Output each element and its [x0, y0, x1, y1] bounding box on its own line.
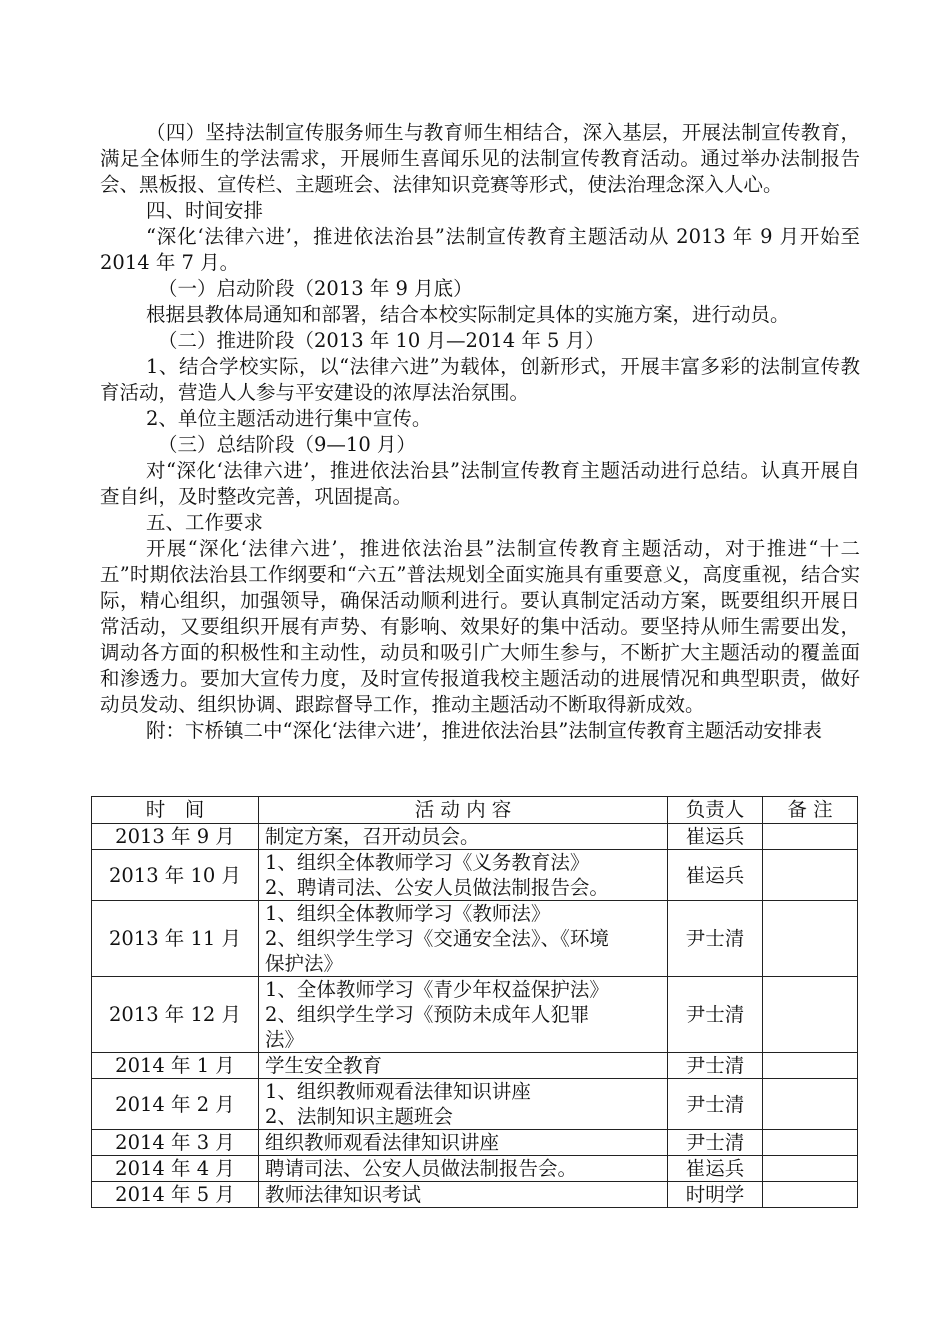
cell-note [763, 1079, 858, 1130]
cell-activity [259, 1156, 668, 1182]
activity-line: 2、聘请司法、公安人员做法制报告会。 [265, 876, 609, 899]
heading-work-requirements: 五、工作要求 [146, 511, 264, 534]
cell-note [763, 1053, 858, 1079]
table-header-row [92, 797, 858, 824]
paragraph-stage-1: 根据县教体局通知和部署，结合本校实际制定具体的实施方案，进行动员。 [146, 303, 790, 326]
cell-time: 2013 年 9 月 [92, 824, 259, 850]
cell-note [763, 824, 858, 850]
paragraph-stage-2-item-2: 2、单位主题活动进行集中宣传。 [146, 407, 432, 430]
activity-line: 1、组织教师观看法律知识讲座 [265, 1080, 531, 1103]
cell-responsible: 崔运兵 [668, 850, 763, 901]
activity-line: 保护法》 [265, 952, 344, 975]
table-row [92, 1053, 858, 1079]
heading-stage-1: （一）启动阶段（2013 年 9 月底） [158, 277, 473, 300]
cell-activity [259, 850, 668, 901]
cell-activity [259, 901, 668, 977]
paragraph-appendix-title: 附：卞桥镇二中“深化‘法律六进’，推进依法治县”法制宣传教育主题活动安排表 [146, 719, 822, 742]
activity-line: 2、法制知识主题班会 [265, 1105, 453, 1128]
paragraph-schedule-intro: “深化‘法律六进’，推进依法治县”法制宣传教育主题活动从 2013 年 9 月开始至 2014 年 7 月。 [100, 225, 860, 274]
activity-line: 制定方案，召开动员会。 [265, 825, 480, 848]
cell-activity [259, 824, 668, 850]
cell-responsible: 时明学 [668, 1182, 763, 1208]
cell-note [763, 901, 858, 977]
cell-activity [259, 1182, 668, 1208]
cell-activity [259, 1130, 668, 1156]
activity-line: 1、组织全体教师学习《教师法》 [265, 902, 551, 925]
cell-activity [259, 1079, 668, 1130]
cell-responsible: 尹士清 [668, 1130, 763, 1156]
paragraph-stage-2-item-1: 1、结合学校实际，以“法律六进”为载体，创新形式，开展丰富多彩的法制宣传教育活动，营造人人参与平安建设的浓厚法治氛围。 [100, 355, 860, 404]
heading-stage-2: （二）推进阶段（2013 年 10 月—2014 年 5 月） [158, 329, 605, 352]
activity-line: 2、组织学生学习《交通安全法》、《环境 [265, 927, 609, 950]
cell-responsible: 尹士清 [668, 977, 763, 1053]
cell-time: 2014 年 1 月 [92, 1053, 259, 1079]
activity-line: 组织教师观看法律知识讲座 [265, 1131, 500, 1154]
paragraph-work-requirements: 开展“深化‘法律六进’，推进依法治县”法制宣传教育主题活动，对于推进“十二五”时期依法治县工作纲要和“六五”普法规划全面实施具有重要意义，高度重视，结合实际，精心组织，加强领导，确保活动顺利进行。要认真制定活动方案，既要组织开展日常活动，又要组织开展有声势、有影响、效果好的集中活动。要坚持从师生需要出发，调动各方面的积极性和主动性，动员和吸引广大师生参与，不断扩大主题活动的覆盖面和渗透力。要加大宣传力度，及时宣传报道我校主题活动的进展情况和典型职责，做好动员发动、组织协调、跟踪督导工作，推动主题活动不断取得新成效。 [100, 537, 860, 716]
table-row [92, 1079, 858, 1130]
activity-line: 学生安全教育 [265, 1054, 383, 1077]
cell-time: 2013 年 11 月 [92, 901, 259, 977]
header-time: 时 间 [92, 797, 259, 824]
body-text [100, 120, 860, 744]
cell-activity [259, 977, 668, 1053]
activity-line: 1、组织全体教师学习《义务教育法》 [265, 851, 590, 874]
cell-note [763, 1182, 858, 1208]
cell-note [763, 1130, 858, 1156]
cell-note [763, 977, 858, 1053]
cell-time: 2014 年 2 月 [92, 1079, 259, 1130]
table-row [92, 977, 858, 1053]
header-responsible: 负责人 [668, 797, 763, 824]
table-row [92, 850, 858, 901]
cell-time: 2014 年 3 月 [92, 1130, 259, 1156]
cell-responsible: 尹士清 [668, 1079, 763, 1130]
cell-time: 2014 年 5 月 [92, 1182, 259, 1208]
cell-time: 2014 年 4 月 [92, 1156, 259, 1182]
cell-responsible: 崔运兵 [668, 824, 763, 850]
cell-note [763, 1156, 858, 1182]
cell-responsible: 崔运兵 [668, 1156, 763, 1182]
table-row [92, 901, 858, 977]
table-row [92, 1182, 858, 1208]
cell-responsible: 尹士清 [668, 901, 763, 977]
activity-line: 教师法律知识考试 [265, 1183, 422, 1206]
table-row [92, 1156, 858, 1182]
cell-note [763, 850, 858, 901]
heading-time-arrangement: 四、时间安排 [146, 199, 264, 222]
table-row [92, 1130, 858, 1156]
paragraph-principle-4: （四）坚持法制宣传服务师生与教育师生相结合，深入基层，开展法制宣传教育，满足全体师生的学法需求，开展师生喜闻乐见的法制宣传教育活动。通过举办法制报告会、黑板报、宣传栏、主题班会、法律知识竞赛等形式，使法治理念深入人心。 [100, 121, 860, 196]
activity-line: 1、全体教师学习《青少年权益保护法》 [265, 978, 609, 1001]
table-row [92, 824, 858, 850]
header-note: 备 注 [763, 797, 858, 824]
cell-time: 2013 年 12 月 [92, 977, 259, 1053]
cell-time: 2013 年 10 月 [92, 850, 259, 901]
paragraph-stage-3: 对“深化‘法律六进’，推进依法治县”法制宣传教育主题活动进行总结。认真开展自查自纠，及时整改完善，巩固提高。 [100, 459, 860, 508]
activity-schedule-table [91, 796, 858, 1208]
heading-stage-3: （三）总结阶段（9—10 月） [158, 433, 416, 456]
cell-activity [259, 1053, 668, 1079]
cell-responsible: 尹士清 [668, 1053, 763, 1079]
activity-line: 聘请司法、公安人员做法制报告会。 [265, 1157, 578, 1180]
activity-line: 2、组织学生学习《预防未成年人犯罪 [265, 1003, 590, 1026]
activity-line: 法》 [265, 1028, 305, 1051]
header-activity: 活 动 内 容 [259, 797, 668, 824]
